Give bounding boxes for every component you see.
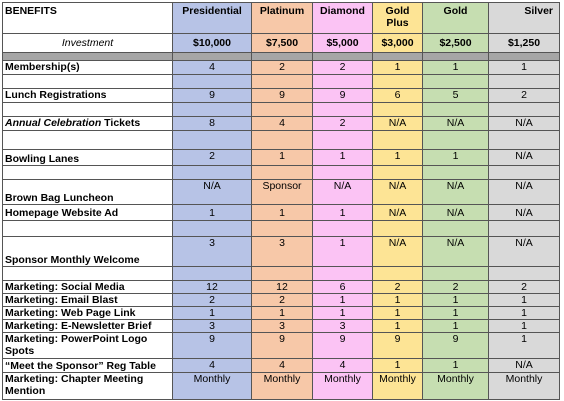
cell-value: 1 bbox=[252, 150, 313, 166]
benefits-table bbox=[2, 2, 560, 400]
table-row bbox=[3, 359, 560, 373]
row-label: Marketing: Social Media bbox=[3, 281, 173, 294]
spacer-row bbox=[3, 267, 560, 281]
row-label: Bowling Lanes bbox=[3, 150, 173, 166]
row-label bbox=[3, 117, 173, 131]
cell-value: N/A bbox=[489, 180, 560, 205]
row-label: Marketing: E-Newsletter Brief bbox=[3, 320, 173, 333]
row-label: Marketing: Chapter Meeting Mention bbox=[3, 373, 173, 400]
cell-value: 1 bbox=[423, 320, 489, 333]
cell-value: N/A bbox=[423, 237, 489, 267]
cell-value: 1 bbox=[489, 307, 560, 320]
tier-diamond: Diamond bbox=[313, 3, 373, 34]
spacer-row bbox=[3, 103, 560, 117]
cell-value: 9 bbox=[373, 333, 423, 359]
cell-value: 3 bbox=[173, 320, 252, 333]
cell-value: N/A bbox=[313, 180, 373, 205]
cell-value: 2 bbox=[313, 117, 373, 131]
cell-value: 1 bbox=[173, 307, 252, 320]
cell-value: Sponsor bbox=[252, 180, 313, 205]
cell-value: 1 bbox=[489, 320, 560, 333]
cell-value: N/A bbox=[489, 205, 560, 221]
cell-value: 1 bbox=[423, 61, 489, 75]
table-row bbox=[3, 237, 560, 267]
cell-value: 9 bbox=[252, 333, 313, 359]
cell-value: 1 bbox=[423, 294, 489, 307]
spacer-row bbox=[3, 221, 560, 237]
cell-value: 3 bbox=[252, 320, 313, 333]
table-row bbox=[3, 117, 560, 131]
cell-value: 1 bbox=[313, 237, 373, 267]
investment-label: Investment bbox=[3, 34, 173, 53]
table-row bbox=[3, 307, 560, 320]
row-label-italic: Annual Celebration bbox=[5, 117, 102, 129]
cell-value: 2 bbox=[173, 294, 252, 307]
cell-value: 3 bbox=[252, 237, 313, 267]
cell-value: Monthly bbox=[373, 373, 423, 400]
table-row bbox=[3, 294, 560, 307]
cell-value: 4 bbox=[252, 359, 313, 373]
cell-value: 1 bbox=[313, 307, 373, 320]
cell-value: 1 bbox=[423, 150, 489, 166]
cell-value: Monthly bbox=[313, 373, 373, 400]
cell-value: N/A bbox=[489, 150, 560, 166]
cell-value: 1 bbox=[313, 150, 373, 166]
cell-value: N/A bbox=[373, 180, 423, 205]
cell-value: 5 bbox=[423, 89, 489, 103]
table-row bbox=[3, 205, 560, 221]
cell-value: 9 bbox=[423, 333, 489, 359]
cell-value: N/A bbox=[423, 117, 489, 131]
cell-value: 1 bbox=[373, 359, 423, 373]
row-label: Lunch Registrations bbox=[3, 89, 173, 103]
cell-value: N/A bbox=[423, 205, 489, 221]
row-label: Sponsor Monthly Welcome bbox=[3, 237, 173, 267]
tier-silver: Silver bbox=[489, 3, 560, 34]
cell-value: 2 bbox=[373, 281, 423, 294]
cell-value: Monthly bbox=[173, 373, 252, 400]
cell-value: 8 bbox=[173, 117, 252, 131]
cell-value: 4 bbox=[173, 359, 252, 373]
cell-value: 1 bbox=[373, 294, 423, 307]
cell-value: 1 bbox=[373, 320, 423, 333]
cell-value: N/A bbox=[373, 205, 423, 221]
cell-value: Monthly bbox=[489, 373, 560, 400]
table-row bbox=[3, 333, 560, 359]
cell-value: N/A bbox=[173, 180, 252, 205]
spacer-row bbox=[3, 75, 560, 89]
cell-value: 6 bbox=[373, 89, 423, 103]
cell-value: 1 bbox=[489, 333, 560, 359]
cell-value: N/A bbox=[423, 180, 489, 205]
cell-value: 2 bbox=[489, 281, 560, 294]
row-label-rest: Tickets bbox=[101, 117, 141, 129]
cell-value: N/A bbox=[489, 359, 560, 373]
cell-value: 1 bbox=[373, 61, 423, 75]
investment-row bbox=[3, 34, 560, 53]
cell-value: 2 bbox=[489, 89, 560, 103]
cell-value: 1 bbox=[423, 359, 489, 373]
tier-gold-plus: Gold Plus bbox=[373, 3, 423, 34]
spacer-row bbox=[3, 166, 560, 180]
cell-value: 9 bbox=[173, 333, 252, 359]
cell-value: 1 bbox=[373, 150, 423, 166]
cell-value: 9 bbox=[313, 333, 373, 359]
cell-value: 1 bbox=[489, 294, 560, 307]
table-row bbox=[3, 320, 560, 333]
tier-gold: Gold bbox=[423, 3, 489, 34]
cell-value: Monthly bbox=[423, 373, 489, 400]
investment-diamond: $5,000 bbox=[313, 34, 373, 53]
cell-value: 4 bbox=[173, 61, 252, 75]
investment-silver: $1,250 bbox=[489, 34, 560, 53]
tier-presidential: Presidential bbox=[173, 3, 252, 34]
row-label: Marketing: Web Page Link bbox=[3, 307, 173, 320]
cell-value: 1 bbox=[173, 205, 252, 221]
cell-value: 1 bbox=[313, 294, 373, 307]
cell-value: 12 bbox=[252, 281, 313, 294]
table-row bbox=[3, 89, 560, 103]
cell-value: 9 bbox=[173, 89, 252, 103]
header-row bbox=[3, 3, 560, 34]
cell-value: 4 bbox=[252, 117, 313, 131]
tier-platinum: Platinum bbox=[252, 3, 313, 34]
separator-row bbox=[3, 53, 560, 61]
table-row bbox=[3, 61, 560, 75]
cell-value: 2 bbox=[173, 150, 252, 166]
cell-value: 6 bbox=[313, 281, 373, 294]
row-label: Homepage Website Ad bbox=[3, 205, 173, 221]
cell-value: 1 bbox=[373, 307, 423, 320]
cell-value: 2 bbox=[313, 61, 373, 75]
row-label: Membership(s) bbox=[3, 61, 173, 75]
cell-value: Monthly bbox=[252, 373, 313, 400]
benefits-heading: BENEFITS bbox=[3, 3, 173, 34]
cell-value: 12 bbox=[173, 281, 252, 294]
cell-value: 1 bbox=[423, 307, 489, 320]
investment-platinum: $7,500 bbox=[252, 34, 313, 53]
cell-value: 1 bbox=[313, 205, 373, 221]
table-row bbox=[3, 281, 560, 294]
cell-value: 1 bbox=[252, 307, 313, 320]
cell-value: N/A bbox=[489, 117, 560, 131]
cell-value: 9 bbox=[252, 89, 313, 103]
table-row bbox=[3, 150, 560, 166]
spacer-row bbox=[3, 131, 560, 150]
table-row bbox=[3, 373, 560, 400]
cell-value: 2 bbox=[252, 61, 313, 75]
investment-gold-plus: $3,000 bbox=[373, 34, 423, 53]
table-row bbox=[3, 180, 560, 205]
cell-value: 2 bbox=[252, 294, 313, 307]
cell-value: 1 bbox=[489, 61, 560, 75]
row-label: “Meet the Sponsor” Reg Table bbox=[3, 359, 173, 373]
cell-value: 3 bbox=[173, 237, 252, 267]
cell-value: N/A bbox=[373, 237, 423, 267]
row-label: Marketing: PowerPoint Logo Spots bbox=[3, 333, 173, 359]
cell-value: 4 bbox=[313, 359, 373, 373]
cell-value: N/A bbox=[489, 237, 560, 267]
cell-value: 1 bbox=[252, 205, 313, 221]
row-label: Brown Bag Luncheon bbox=[3, 180, 173, 205]
cell-value: N/A bbox=[373, 117, 423, 131]
investment-gold: $2,500 bbox=[423, 34, 489, 53]
investment-presidential: $10,000 bbox=[173, 34, 252, 53]
cell-value: 3 bbox=[313, 320, 373, 333]
cell-value: 9 bbox=[313, 89, 373, 103]
cell-value: 2 bbox=[423, 281, 489, 294]
row-label: Marketing: Email Blast bbox=[3, 294, 173, 307]
